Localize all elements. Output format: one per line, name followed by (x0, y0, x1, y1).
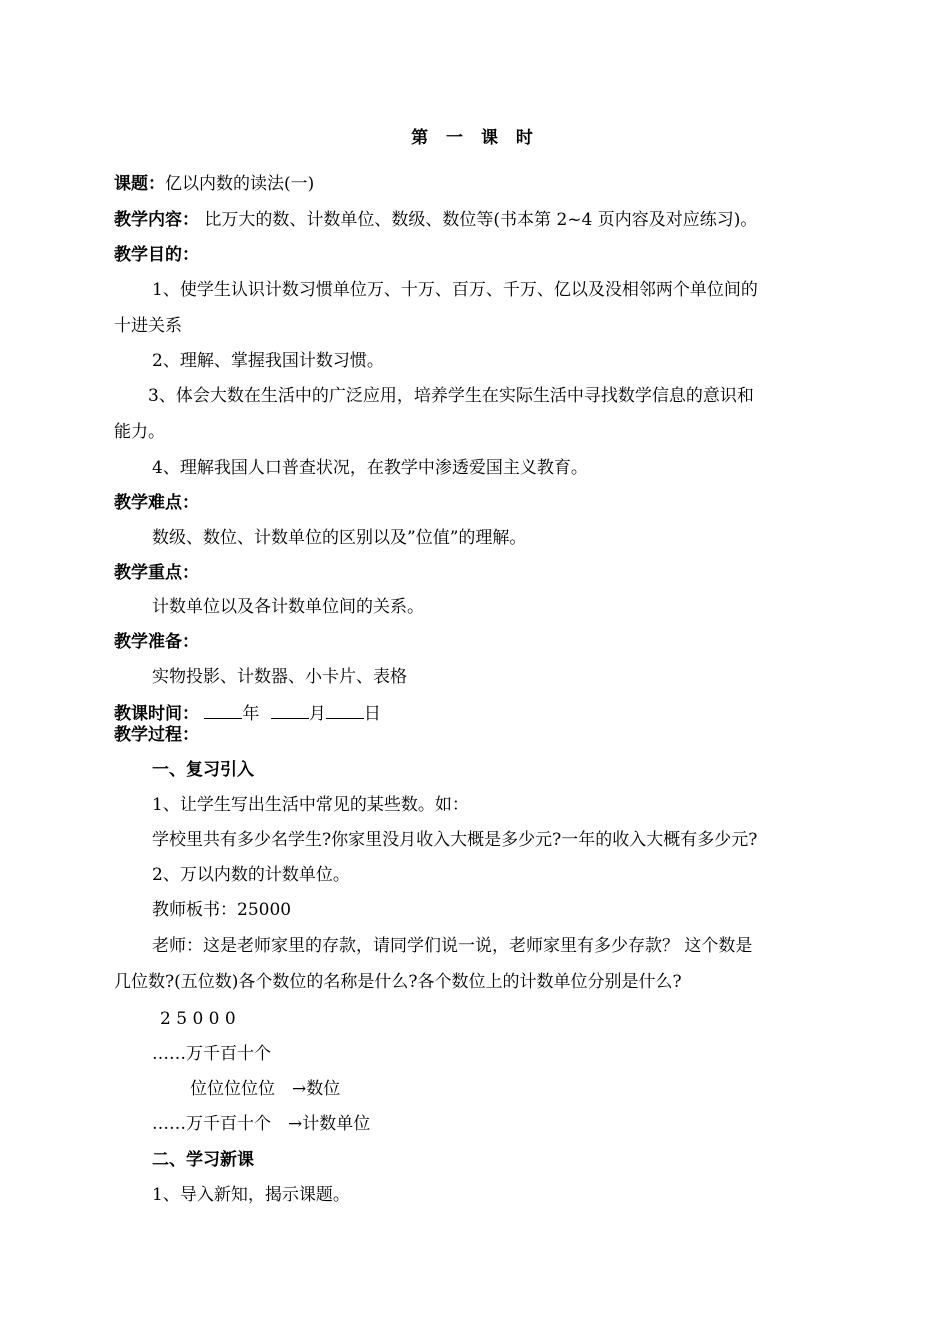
content-label: 教学内容： (114, 210, 199, 230)
section-1-item-1: 1、让学生写出生活中常见的某些数。如： (152, 795, 469, 815)
counting-units-row: ……万千百十个 →计数单位 (152, 1114, 371, 1134)
topic-value: 亿以内数的读法(一) (165, 174, 315, 194)
difficulty-heading: 教学难点： (114, 493, 199, 513)
day-blank (326, 700, 364, 719)
section-1-teacher-line-a: 老师：这是老师家里的存款，请同学们说一说，老师家里有多少存款？ 这个数是 (152, 936, 753, 956)
goal-3-line-a: 3、体会大数在生活中的广泛应用，培养学生在实际生活中寻找数学信息的意识和 (148, 386, 754, 406)
content-line (114, 209, 757, 231)
keypoint-heading: 教学重点： (114, 563, 199, 583)
goal-4: 4、理解我国人口普查状况，在教学中渗透爱国主义教育。 (152, 458, 588, 478)
section-1-board: 教师板书：25000 (152, 900, 292, 920)
digits-row: 2 5 0 0 0 (160, 1009, 236, 1029)
goal-1-line-a: 1、使学生认识计数习惯单位万、十万、百万、千万、亿以及没相邻两个单位间的 (152, 280, 758, 300)
goals-heading: 教学目的： (114, 245, 199, 265)
prep-text: 实物投影、计数器、小卡片、表格 (152, 667, 407, 687)
content-value: 比万大的数、计数单位、数级、数位等(书本第 2~4 页内容及对应练习)。 (204, 210, 758, 230)
year-blank (204, 700, 242, 719)
section-1-teacher-line-b: 几位数?(五位数)各个数位的名称是什么?各个数位上的计数单位分别是什么? (114, 972, 682, 992)
places-row: 位位位位位 →数位 (190, 1079, 341, 1099)
section-2-item-1: 1、导入新知，揭示课题。 (152, 1185, 350, 1205)
goal-2: 2、理解、掌握我国计数习惯。 (152, 351, 384, 371)
time-line (114, 700, 381, 725)
day-label: 日 (363, 704, 381, 724)
prep-heading: 教学准备： (114, 632, 199, 652)
section-1-title: 一、复习引入 (152, 760, 254, 780)
goal-1-line-b: 十进关系 (114, 316, 182, 336)
page-title: 第 一 课 时 (411, 128, 539, 148)
section-2-title: 二、学习新课 (152, 1150, 254, 1170)
topic-line (114, 173, 314, 195)
topic-label: 课题： (114, 174, 165, 194)
month-label: 月 (308, 704, 326, 724)
month-blank (271, 700, 309, 719)
goal-3-line-b: 能力。 (114, 422, 165, 442)
units-row: ……万千百十个 (152, 1044, 271, 1064)
time-label: 教课时间： (114, 704, 199, 724)
keypoint-text: 计数单位以及各计数单位间的关系。 (152, 597, 424, 617)
section-1-item-2: 2、万以内数的计数单位。 (152, 865, 350, 885)
section-1-question: 学校里共有多少名学生?你家里没月收入大概是多少元?一年的收入大概有多少元? (152, 830, 758, 850)
difficulty-text: 数级、数位、计数单位的区别以及”位值”的理解。 (152, 528, 527, 548)
process-heading: 教学过程： (114, 725, 199, 745)
year-label: 年 (242, 704, 260, 724)
